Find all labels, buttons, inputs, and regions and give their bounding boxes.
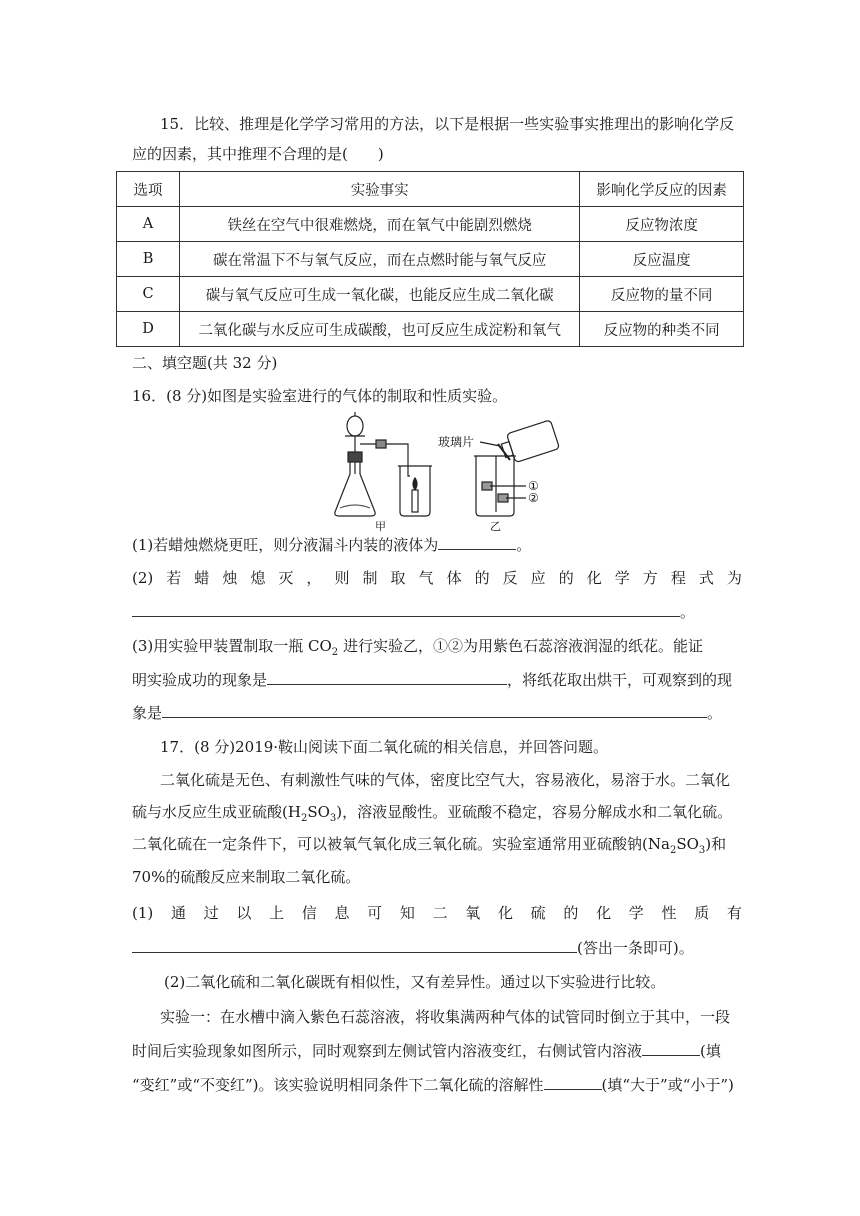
table-row: [117, 312, 744, 347]
row-factor: 反应物的种类不同: [580, 312, 744, 347]
token: 式: [698, 569, 714, 587]
token: 的: [563, 904, 579, 922]
q16-p3-text-cont: 进行实验乙，①②为用紫色石蕊溶液润湿的纸花。能证: [338, 637, 703, 655]
q16-p3-line1: [132, 635, 742, 664]
row-factor: 反应物的量不同: [580, 277, 744, 312]
answer-blank[interactable]: [438, 533, 516, 550]
q16-p2-end: 。: [680, 603, 696, 621]
row-fact: 碳在常温下不与氧气反应，而在点燃时能与氧气反应: [180, 242, 580, 277]
token: 应: [530, 569, 546, 587]
token: 则: [334, 569, 350, 587]
text: 时间后实验现象如图所示，同时观察到左侧试管内溶液变红，右侧试管内溶液: [132, 1042, 643, 1060]
q17-p2: (2)二氧化硫和二氧化碳既有相似性，又有差异性。通过以下实验进行比较。: [164, 973, 666, 991]
token: 氧: [465, 904, 481, 922]
header-factor: 影响化学反应的因素: [580, 172, 744, 207]
subscript: 2: [300, 813, 308, 824]
candle-icon: [412, 490, 418, 512]
token: 为: [726, 569, 742, 587]
row-factor: 反应温度: [580, 242, 744, 277]
token: 以: [236, 904, 252, 922]
q16-p1: [132, 533, 742, 556]
header-fact: 实验事实: [180, 172, 580, 207]
q17-para-l2: [132, 801, 742, 830]
q17-p1-end: (答出一条即可)。: [577, 939, 694, 957]
token: (2): [132, 569, 154, 587]
text: SO: [676, 835, 699, 853]
text: (填“大于”或“小于”): [601, 1076, 734, 1094]
token: 知: [399, 904, 415, 922]
q17-p1: [132, 902, 742, 924]
q16-p1-end: 。: [516, 536, 532, 554]
token: 二: [432, 904, 448, 922]
q16-intro: 16．(8 分)如图是实验室进行的气体的制取和性质实验。: [132, 387, 508, 405]
row-option: D: [117, 312, 180, 347]
q16-p3-line2: [132, 668, 742, 691]
token: 息: [334, 904, 350, 922]
token: 取: [390, 569, 406, 587]
token: 化: [596, 904, 612, 922]
token: ，: [306, 569, 322, 587]
row-option: B: [117, 242, 180, 277]
answer-blank[interactable]: [544, 1073, 602, 1090]
token: 反: [502, 569, 518, 587]
table-row: [117, 242, 744, 277]
text: 二氧化硫在一定条件下，可以被氧气氧化成三氧化硫。实验室通常用亚硫酸钠(Na: [132, 835, 670, 853]
q16-p2-answer-line: [132, 600, 742, 623]
subscript: 2: [669, 845, 677, 856]
apparatus-figure: [330, 412, 570, 532]
q15-line2: 应的因素，其中推理不合理的是( ): [132, 145, 384, 163]
row-fact: 二氧化碳与水反应可生成碳酸，也可反应生成淀粉和氧气: [180, 312, 580, 347]
q16-p2: [132, 567, 742, 589]
token: 过: [203, 904, 219, 922]
token: 烛: [222, 569, 238, 587]
token: 的: [474, 569, 490, 587]
marker-2: ②: [528, 491, 539, 505]
table-row: [117, 207, 744, 242]
token: 质: [694, 904, 710, 922]
section-heading: 二、填空题(共 32 分): [132, 354, 278, 372]
row-option: C: [117, 277, 180, 312]
glass-plate-label: 玻璃片: [438, 435, 475, 449]
q16-p3-line3: [132, 701, 742, 724]
answer-blank[interactable]: [132, 600, 680, 617]
answer-blank[interactable]: [132, 936, 577, 953]
text: SO: [307, 803, 330, 821]
token: 体: [446, 569, 462, 587]
token: 若: [166, 569, 182, 587]
row-fact: 铁丝在空气中很难燃烧，而在氧气中能剧烈燃烧: [180, 207, 580, 242]
answer-blank[interactable]: [162, 701, 707, 718]
row-factor: 反应物浓度: [580, 207, 744, 242]
token: 灭: [278, 569, 294, 587]
q17-exp1-l1: 实验一：在水槽中滴入紫色石蕊溶液，将收集满两种气体的试管同时倒立于其中，一段: [160, 1008, 731, 1026]
token: 蜡: [194, 569, 210, 587]
separatory-funnel-icon: [347, 416, 363, 436]
q16-p3-l2-post: ，将纸花取出烘干，可观察到的现: [507, 671, 733, 689]
table-row: [117, 277, 744, 312]
label-jia: 甲: [375, 520, 386, 532]
text: )和: [705, 835, 727, 853]
answer-blank[interactable]: [267, 668, 507, 685]
token: 气: [418, 569, 434, 587]
q17-intro: 17．(8 分)2019·鞍山阅读下面二氧化硫的相关信息，并回答问题。: [160, 738, 609, 756]
q17-para-l1: 二氧化硫是无色、有刺激性气味的气体，密度比空气大，容易液化，易溶于水。二氧化: [160, 771, 731, 789]
token: 方: [642, 569, 658, 587]
row-option: A: [117, 207, 180, 242]
marker-1: ①: [528, 479, 539, 493]
token: 的: [558, 569, 574, 587]
token: 熄: [250, 569, 266, 587]
token: 通: [170, 904, 186, 922]
token: 制: [362, 569, 378, 587]
answer-blank[interactable]: [642, 1039, 700, 1056]
token: 学: [614, 569, 630, 587]
text: 硫与水反应生成亚硫酸(H: [132, 803, 301, 821]
q15-line1: 15．比较、推理是化学学习常用的方法，以下是根据一些实验事实推理出的影响化学反: [160, 115, 735, 133]
q16-p1-text: (1)若蜡烛燃烧更旺，则分液漏斗内装的液体为: [132, 536, 439, 554]
token: 程: [670, 569, 686, 587]
token: 可: [367, 904, 383, 922]
token: 学: [628, 904, 644, 922]
subscript: 3: [698, 845, 706, 856]
q16-p3-l3-post: 。: [707, 704, 723, 722]
q16-p3-l3-pre: 象是: [132, 704, 163, 722]
text: “变红”或“不变红”)。该实验说明相同条件下二氧化硫的溶解性: [132, 1076, 544, 1094]
token: 有: [726, 904, 742, 922]
label-yi: 乙: [490, 520, 501, 532]
token: 信: [301, 904, 317, 922]
token: (1): [132, 904, 154, 922]
q16-p3-text: (3)用实验甲装置制取一瓶 CO: [132, 637, 332, 655]
co2-subscript: 2: [331, 647, 339, 658]
q17-para-l4: 70%的硫酸反应来制取二氧化硫。: [132, 868, 361, 886]
q17-para-l3: [132, 833, 742, 862]
token: 化: [497, 904, 513, 922]
q17-p1-answer-line: [132, 936, 742, 959]
token: 上: [269, 904, 285, 922]
token: 化: [586, 569, 602, 587]
subscript: 3: [329, 813, 337, 824]
options-table: [116, 171, 744, 347]
q16-p3-l2-pre: 明实验成功的现象是: [132, 671, 268, 689]
text: )，溶液显酸性。亚硫酸不稳定，容易分解成水和二氧化硫。: [336, 803, 733, 821]
row-fact: 碳与氧气反应可生成一氧化碳，也能反应生成二氧化碳: [180, 277, 580, 312]
q17-exp1-l2: [132, 1039, 742, 1062]
q17-exp1-l3: [132, 1073, 742, 1096]
text: (填: [700, 1042, 721, 1060]
token: 硫: [530, 904, 546, 922]
token: 性: [661, 904, 677, 922]
bottle-icon: [400, 466, 430, 516]
header-option: 选项: [117, 172, 180, 207]
table-header-row: [117, 172, 744, 207]
